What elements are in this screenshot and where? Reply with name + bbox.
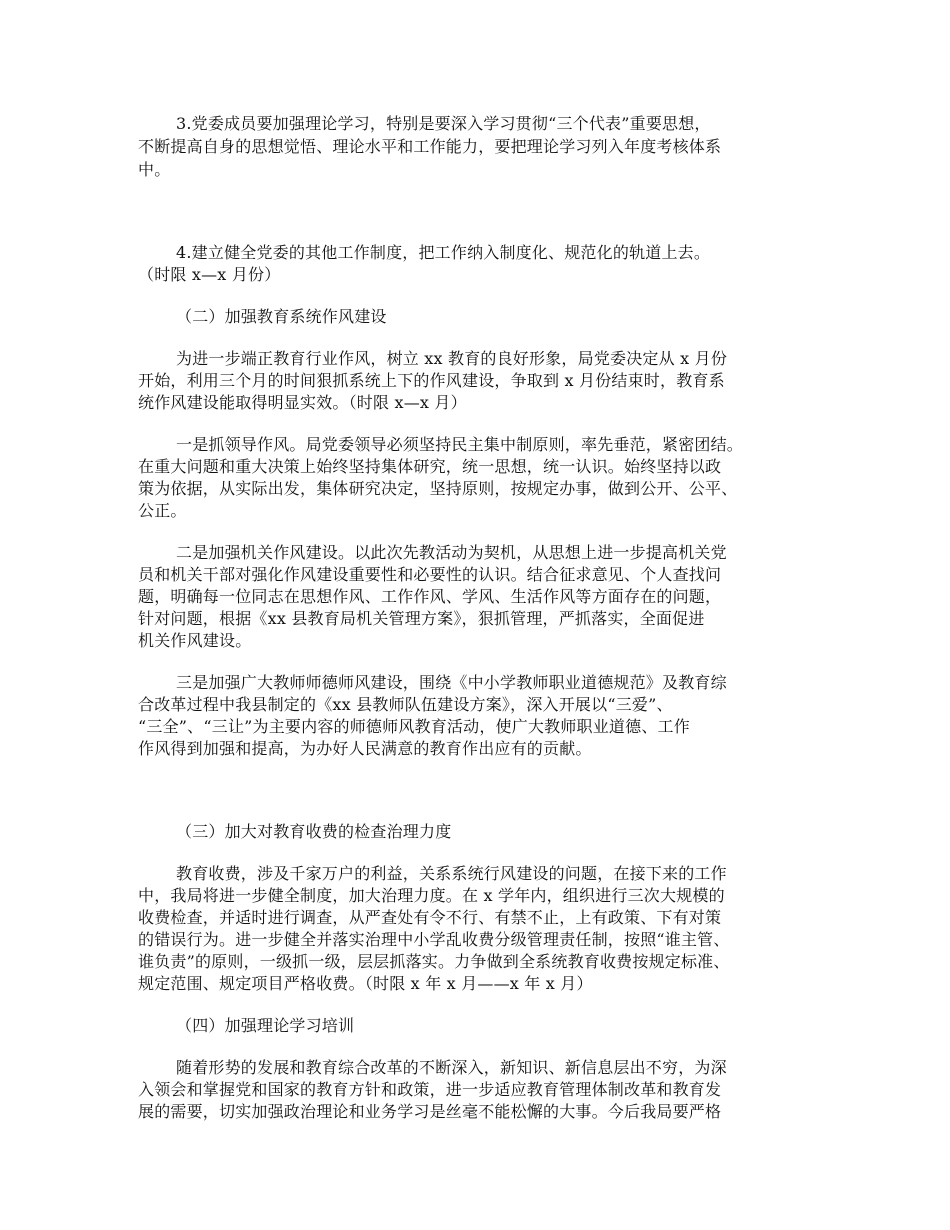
point-three-line-1: 三是加强广大教师师德师风建设，围绕《中小学教师职业道德规范》及教育综 <box>176 673 727 692</box>
point-one-line-1: 一是抓领导作风。局党委领导必须坚持民主集中制原则，率先垂范，紧密团结。 <box>176 435 744 454</box>
section-heading-2: （二）加强教育系统作风建设 <box>176 307 387 326</box>
study-line-1: 随着形势的发展和教育综合改革的不断深入，新知识、新信息层出不穷，为深 <box>176 1058 727 1077</box>
paragraph-3-line-3: 中。 <box>138 160 171 179</box>
point-one-line-2: 在重大问题和重大决策上始终坚持集体研究，统一思想，统一认识。始终坚持以政 <box>138 457 722 476</box>
paragraph-4-line-1: 4.建立健全党委的其他工作制度，把工作纳入制度化、规范化的轨道上去。 <box>176 243 711 262</box>
point-two-line-5: 机关作风建设。 <box>138 631 252 650</box>
point-three-line-3: “三全”、“三让”为主要内容的师德师风教育活动，使广大教师职业道德、工作 <box>138 717 690 736</box>
point-three-line-4: 作风得到加强和提高，为办好人民满意的教育作出应有的贡献。 <box>138 739 592 758</box>
point-two-line-2: 员和机关干部对强化作风建设重要性和必要性的认识。结合征求意见、个人查找问 <box>138 565 722 584</box>
point-two-line-1: 二是加强机关作风建设。以此次先教活动为契机，从思想上进一步提高机关党 <box>176 543 727 562</box>
intro-2-line-3: 统作风建设能取得明显实效。（时限 x—x 月） <box>138 393 467 412</box>
point-two-line-3: 题，明确每一位同志在思想作风、工作作风、学风、生活作风等方面存在的问题， <box>138 587 722 606</box>
fee-line-5: 谁负责”的原则，一级抓一级，层层抓落实。力争做到全系统教育收费按规定标准、 <box>138 952 730 971</box>
paragraph-4-line-2: （时限 x—x 月份） <box>138 265 281 284</box>
fee-line-1: 教育收费，涉及千家万户的利益，关系系统行风建设的问题，在接下来的工作 <box>176 864 727 883</box>
study-line-3: 展的需要，切实加强政治理论和业务学习是丝毫不能松懈的大事。今后我局要严格 <box>138 1102 722 1121</box>
point-one-line-3: 策为依据，从实际出发，集体研究决定，坚持原则，按规定办事，做到公开、公平、 <box>138 479 738 498</box>
point-one-line-4: 公正。 <box>138 501 187 520</box>
section-heading-3: （三）加大对教育收费的检查治理力度 <box>176 822 452 841</box>
point-two-line-4: 针对问题，根据《xx 县教育局机关管理方案》，狠抓管理，严抓落实，全面促进 <box>138 609 705 628</box>
intro-2-line-1: 为进一步端正教育行业作风，树立 xx 教育的良好形象，局党委决定从 x 月份 <box>176 349 728 368</box>
paragraph-3-line-2: 不断提高自身的思想觉悟、理论水平和工作能力，要把理论学习列入年度考核体系 <box>138 137 722 156</box>
fee-line-4: 的错误行为。进一步健全并落实治理中小学乱收费分级管理责任制，按照“谁主管、 <box>138 930 730 949</box>
fee-line-2: 中，我局将进一步健全制度，加大治理力度。在 x 学年内，组织进行三次大规模的 <box>138 886 725 905</box>
point-three-line-2: 合改革过程中我县制定的《xx 县教师队伍建设方案》，深入开展以“三爱”、 <box>138 695 673 714</box>
section-heading-4: （四）加强理论学习培训 <box>176 1016 355 1035</box>
intro-2-line-2: 开始，利用三个月的时间狠抓系统上下的作风建设，争取到 x 月份结束时，教育系 <box>138 371 725 390</box>
fee-line-3: 收费检查，并适时进行调查，从严查处有令不行、有禁不止，上有政策、下有对策 <box>138 908 722 927</box>
paragraph-3-line-1: 3.党委成员要加强理论学习，特别是要深入学习贯彻“三个代表”重要思想， <box>176 114 711 133</box>
study-line-2: 入领会和掌握党和国家的教育方针和政策，进一步适应教育管理体制改革和教育发 <box>138 1080 722 1099</box>
fee-line-6: 规定范围、规定项目严格收费。（时限 x 年 x 月——x 年 x 月） <box>138 974 593 993</box>
